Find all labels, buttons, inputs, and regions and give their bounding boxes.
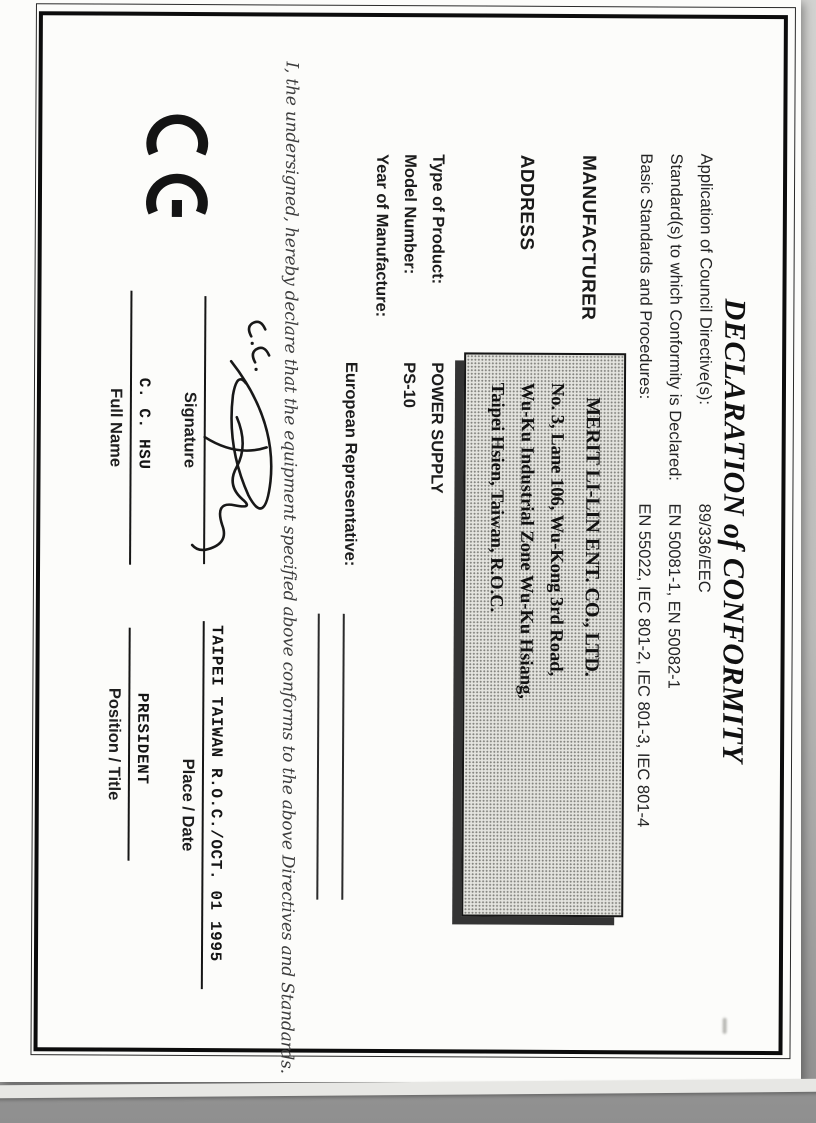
declaration-statement: I, the undersigned, hereby declare that the equipment specified above conforms to the above Directives and Standards. [276, 61, 302, 1074]
company-address-line: Wu-Ku Industrial Zone Wu-Ku Hsiang, [515, 382, 538, 699]
product-type-value: POWER SUPPLY [427, 362, 447, 494]
place-date-label: Place / Date [178, 758, 198, 852]
product-type-label: Type of Product: [428, 154, 448, 285]
full-name-value: C. C. HSU [134, 377, 154, 470]
standards-value: EN 50081-1, EN 50082-1 [664, 503, 684, 689]
standards-label: Standard(s) to which Conformity is Declared: [665, 153, 686, 481]
model-number-value: PS-10 [399, 362, 419, 409]
product-type-row [425, 154, 447, 714]
company-info-text [479, 383, 604, 889]
ce-mark-icon [141, 107, 214, 217]
model-number-row [397, 154, 419, 714]
position-value: PRESIDENT [132, 692, 152, 785]
european-representative-label: European Representative: [341, 361, 361, 567]
full-name-label: Full Name [106, 388, 125, 468]
address-label: ADDRESS [515, 154, 538, 251]
signature-label: Signature [180, 391, 199, 469]
position-label: Position / Title [104, 687, 124, 801]
directive-label: Application of Council Directive(s): [695, 153, 716, 406]
manufacturer-label: MANUFACTURER [577, 155, 600, 321]
company-info-box [461, 352, 626, 917]
place-date-value: TAIPEI TAIWAN R.O.C./OCT. 01 1995 [205, 625, 226, 962]
directive-value: 89/336/EEC [694, 503, 714, 593]
basic-standards-label: Basic Standards and Procedures: [635, 153, 656, 400]
company-name: MERIT LI-LIN ENT. CO., LTD. [580, 397, 604, 677]
model-number-label: Model Number: [400, 154, 420, 275]
year-of-manufacture-row [369, 154, 391, 714]
year-of-manufacture-label: Year of Manufacture: [372, 153, 392, 318]
company-address-line: No. 3, Lane 106, Wu-Kong 3rd Road, [545, 382, 568, 677]
document-title: DECLARATION of CONFORMITY [716, 298, 752, 764]
basic-standards-value: EN 55022, IEC 801-2, IEC 801-3, IEC 801-4 [633, 503, 654, 828]
company-address-line: Taipei Hsien, Taiwan, R.O.C. [485, 382, 508, 613]
